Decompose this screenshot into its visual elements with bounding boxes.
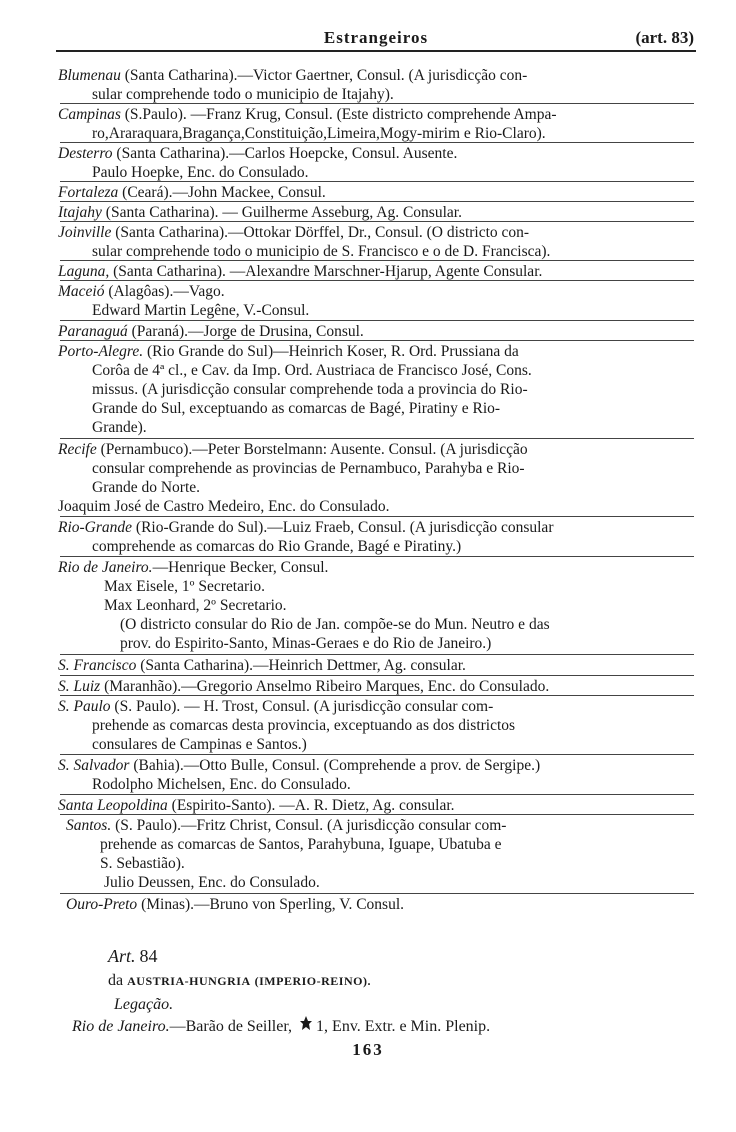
separator-rule [60,280,694,281]
separator-rule [60,438,694,439]
separator-rule [60,893,694,894]
rio-legacao-text-b: 1, Env. Extr. e Min. Plenip. [316,1018,491,1035]
entry-place: Maceió [58,283,105,300]
separator-rule [60,814,694,815]
entry-line: (Santa Catharina). —Alexandre Marschner-Hjarup, Agente Consular. [113,263,543,280]
entry-place: Ouro-Preto [66,896,138,913]
entry-blumenau [58,66,698,104]
entry-place: Rio de Janeiro. [58,559,153,576]
separator-rule [60,181,694,182]
article-reference: (art. 83) [635,28,694,47]
entry-s-salvador [58,756,698,794]
entry-line: (Rio-Grande do Sul).—Luiz Fraeb, Consul. (A jurisdicção consular [135,519,554,536]
entry-line: Paulo Hoepke, Enc. do Consulado. [92,164,309,181]
country-name: AUSTRIA-HUNGRIA [127,974,251,988]
entry-line: prehende as comarcas desta provincia, exceptuando as dos districtos [92,717,516,734]
entry-line: —Henrique Becker, Consul. [152,559,329,576]
entry-recife [58,440,698,516]
entry-place: S. Paulo [58,698,111,715]
separator-rule [60,260,694,261]
entry-line: (Ceará).—John Mackee, Consul. [122,184,326,201]
separator-rule [60,695,694,696]
entry-place: Fortaleza [58,184,119,201]
entry-line: (Rio Grande do Sul)—Heinrich Koser, R. Ord. Prussiana da [146,343,519,360]
separator-rule [60,516,694,517]
entry-line: Max Leonhard, 2º Secretario. [104,597,287,614]
entry-place: Santa Leopoldina [58,797,168,814]
entry-place: Laguna, [58,263,110,280]
separator-rule [60,320,694,321]
separator-rule [60,654,694,655]
entry-place: Recife [58,441,97,458]
entry-s-francisco [58,656,698,675]
entry-place: Santos. [66,817,112,834]
rio-legacao-place: Rio de Janeiro. [72,1018,170,1035]
entry-maceio [58,282,698,320]
entry-s-paulo [58,697,698,754]
entry-place: Itajahy [58,204,102,221]
page-header [56,28,696,52]
entry-joinville [58,223,698,261]
entry-line: (Santa Catharina).—Heinrich Dettmer, Ag. consular. [140,657,466,674]
entry-rio-grande [58,518,698,556]
entry-line: S. Sebastião). [100,855,185,872]
entry-place: Rio-Grande [58,519,133,536]
entry-line: (Santa Catharina).—Carlos Hoepcke, Consul. Ausente. [116,145,458,162]
separator-rule [60,754,694,755]
separator-rule [60,340,694,341]
entry-rio-de-janeiro [58,558,698,653]
entry-line: prov. do Espirito-Santo, Minas-Geraes e do Rio de Janeiro.) [120,635,492,652]
separator-rule [60,556,694,557]
entry-place: S. Luiz [58,678,101,695]
page-title: Estrangeiros [323,28,429,47]
entry-place: Porto-Alegre. [58,343,144,360]
legacao-line [108,994,173,1015]
entry-line: (S. Paulo). — H. Trost, Consul. (A jurisdicção consular com- [114,698,494,715]
entry-line: (Alagôas).—Vago. [108,283,225,300]
entry-line: Grande do Norte. [92,479,201,496]
entry-line: (Paraná).—Jorge de Drusina, Consul. [131,323,364,340]
entry-line: ro,Araraquara,Bragança,Constituição,Limeira,Mogy-mirim e Rio-Claro). [92,125,546,142]
entry-laguna [58,262,698,281]
separator-rule [60,201,694,202]
entry-line: (O districto consular do Rio de Jan. compõe-se do Mun. Neutro e das [120,616,550,633]
entry-itajahy [58,203,698,222]
entry-line: (Santa Catharina). — Guilherme Asseburg, Ag. Consular. [105,204,462,221]
entry-line: Grande). [92,419,147,436]
entry-place: Joinville [58,224,112,241]
separator-rule [60,221,694,222]
entry-line: (S.Paulo). —Franz Krug, Consul. (Este districto comprehende Ampa- [124,106,557,123]
entry-line: (Pernambuco).—Peter Borstelmann: Ausente. Consul. (A jurisdicção [100,441,528,458]
entry-paranagua [58,322,698,341]
legacao-heading: Legação. [114,996,174,1013]
entry-place: Blumenau [58,67,121,84]
entry-line: (Minas).—Bruno von Sperling, V. Consul. [141,896,405,913]
entry-line: (Espirito-Santo). —A. R. Dietz, Ag. consular. [171,797,455,814]
entry-place: S. Francisco [58,657,137,674]
entry-line: (S. Paulo).—Fritz Christ, Consul. (A jurisdicção consular com- [115,817,507,834]
entry-place: S. Salvador [58,757,130,774]
separator-rule [60,142,694,143]
entry-ouro-preto [58,895,698,914]
entry-fortaleza [58,183,698,202]
entry-line: Julio Deussen, Enc. do Consulado. [104,874,320,891]
article-number: 84 [139,946,158,966]
entry-place: Desterro [58,145,113,162]
entry-line: sular comprehende todo o municipio de Itajahy). [92,86,394,103]
separator-rule [60,794,694,795]
article-84-heading [108,946,158,968]
entry-campinas [58,105,698,143]
rio-legacao-text-a: —Barão de Seiller, [169,1018,293,1035]
article-label: Art. [108,946,136,966]
entry-line: Joaquim José de Castro Medeiro, Enc. do Consulado. [58,498,390,515]
separator-rule [60,103,694,104]
entry-line: Rodolpho Michelsen, Enc. do Consulado. [92,776,351,793]
entry-place: Paranaguá [58,323,128,340]
entry-line: Corôa de 4ª cl., e Cav. da Imp. Ord. Austriaca de Francisco José, Cons. [92,362,532,379]
entry-s-luiz [58,677,698,696]
entry-line: consular comprehende as provincias de Pernambuco, Parahyba e Rio- [92,460,525,477]
entry-line: (Santa Catharina).—Victor Gaertner, Consul. (A jurisdicção con- [124,67,528,84]
country-line [108,970,371,992]
entry-line: Edward Martin Legêne, V.-Consul. [92,302,310,319]
rio-legacao-line [72,1015,490,1037]
entry-line: comprehende as comarcas do Rio Grande, Bagé e Piratiny.) [92,538,462,555]
entry-porto-alegre [58,342,698,437]
entry-santos [58,816,698,892]
entry-line: (Bahia).—Otto Bulle, Consul. (Comprehende a prov. de Sergipe.) [133,757,541,774]
page-number: 163 [352,1040,384,1059]
entry-line: consulares de Campinas e Santos.) [92,736,307,753]
entry-santa-leopoldina [58,796,698,815]
entry-line: (Maranhão).—Gregorio Anselmo Ribeiro Marques, Enc. do Consulado. [104,678,550,695]
entry-desterro [58,144,698,182]
entry-line: missus. (A jurisdicção consular comprehende toda a provincia do Rio- [92,381,528,398]
entry-line: (Santa Catharina).—Ottokar Dörffel, Dr., Consul. (O districto con- [115,224,530,241]
country-note: (IMPERIO-REINO). [254,974,371,988]
order-emblem-icon [299,1015,313,1037]
entry-line: Max Eisele, 1º Secretario. [104,578,266,595]
country-prefix: da [108,972,124,989]
entry-line: prehende as comarcas de Santos, Parahybuna, Iguape, Ubatuba e [100,836,502,853]
entry-place: Campinas [58,106,121,123]
separator-rule [60,675,694,676]
entry-line: Grande do Sul, exceptuando as comarcas de Bagé, Piratiny e Rio- [92,400,501,417]
entry-line: sular comprehende todo o municipio de S. Francisco e o de D. Francisca). [92,243,551,260]
